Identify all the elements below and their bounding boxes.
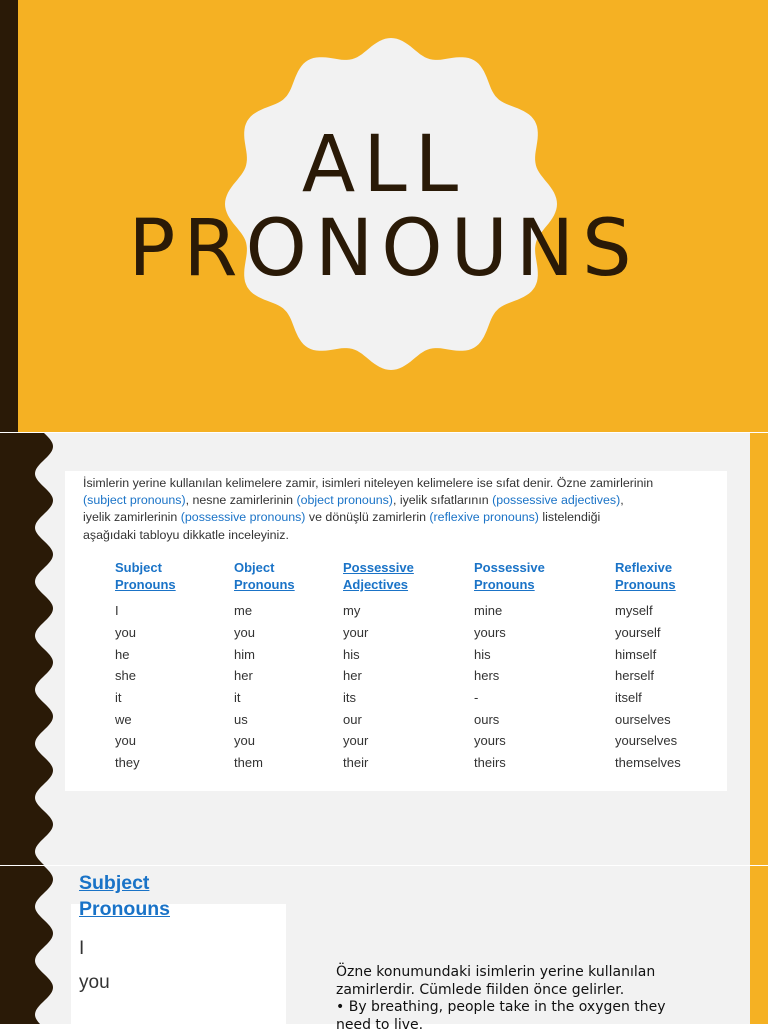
table-cell: it (115, 690, 122, 706)
table-cell: our (343, 711, 362, 727)
description-text (336, 964, 736, 1034)
pronoun-item: I (79, 938, 85, 959)
table-cell: you (234, 733, 255, 749)
table-cell: him (234, 646, 255, 662)
heading-word: Pronouns (79, 898, 170, 920)
pronouns-table (115, 559, 715, 774)
header-word: Reflexive (615, 560, 673, 575)
table-cell: ours (474, 711, 500, 727)
intro-text-5: iyelik zamirlerinin (83, 510, 181, 525)
header-word: Possessive (343, 560, 414, 575)
table-row (115, 643, 715, 665)
table-cell: herself (615, 668, 655, 684)
pronoun-item: you (79, 972, 110, 993)
table-cell: she (115, 668, 136, 684)
header-word: Possessive (474, 560, 545, 575)
table-cell: mine (474, 603, 503, 619)
desc-line: need to live. (336, 1016, 424, 1033)
table-header-row (115, 559, 715, 600)
table-cell: its (343, 690, 356, 706)
intro-text-4: , (620, 493, 624, 508)
header-word: Pronouns (115, 577, 176, 592)
table-row (115, 600, 715, 622)
table-row (115, 665, 715, 687)
header-possessive-pronouns (474, 559, 615, 600)
header-word: Subject (115, 560, 162, 575)
table-cell: they (115, 755, 140, 771)
table-cell: himself (615, 646, 657, 662)
table-cell: themselves (615, 755, 681, 771)
table-cell: you (115, 733, 136, 749)
table-cell: we (115, 711, 132, 727)
desc-line: zamirlerdir. Cümlede fiilden önce gelirler. (336, 981, 625, 998)
intro-term-reflexive: (reflexive pronouns) (429, 510, 539, 525)
intro-text-3: , iyelik sıfatlarının (392, 493, 493, 508)
header-reflexive-pronouns (615, 559, 715, 600)
table-cell: myself (615, 603, 653, 619)
table-cell: them (234, 755, 263, 771)
wavy-border (0, 866, 60, 1024)
intro-text-7: listelendiği (538, 510, 601, 525)
intro-term-subject: (subject pronouns) (83, 493, 186, 508)
intro-term-object: (object pronouns) (296, 493, 393, 508)
table-row (115, 687, 715, 709)
subject-pronouns-heading (79, 870, 170, 922)
table-cell: your (343, 625, 369, 641)
header-object-pronouns (234, 559, 343, 600)
table-cell: - (474, 690, 479, 706)
table-cell: his (474, 646, 491, 662)
heading-word: Subject (79, 872, 150, 894)
intro-term-poss-adj: (possessive adjectives) (492, 493, 621, 508)
subject-pronouns-image (71, 904, 286, 1024)
table-cell: us (234, 711, 248, 727)
table-cell: ourselves (615, 711, 671, 727)
table-cell: I (115, 603, 119, 619)
intro-paragraph (83, 475, 723, 544)
desc-line: Özne konumundaki isimlerin yerine kullanılan (336, 964, 656, 980)
intro-text-1: İsimlerin yerine kullanılan kelimelere zamir, isimleri niteleyen kelimelere ise sıfat denir. Özne zamirlerinin (83, 476, 654, 490)
table-cell: theirs (474, 755, 506, 771)
intro-text-8: aşağıdaki tabloyu dikkatle inceleyiniz. (83, 527, 289, 542)
table-cell: itself (615, 690, 642, 706)
pronouns-table-image (65, 471, 727, 791)
table-cell: you (234, 625, 255, 641)
table-row (115, 622, 715, 644)
subject-pronouns-slide[interactable] (0, 866, 768, 1033)
table-cell: me (234, 603, 253, 619)
pronouns-table-slide[interactable] (0, 433, 768, 865)
table-row (115, 708, 715, 730)
table-row (115, 752, 715, 774)
table-cell: it (234, 690, 241, 706)
header-subject-pronouns (115, 559, 234, 600)
table-cell: yours (474, 733, 506, 749)
header-possessive-adjectives (343, 559, 474, 600)
title-line-2: PRONOUNS (128, 204, 640, 294)
table-cell: your (343, 733, 369, 749)
title-line-1: ALL (301, 120, 467, 210)
table-cell: hers (474, 668, 500, 684)
table-cell: you (115, 625, 136, 641)
intro-term-poss-pron: (possessive pronouns) (180, 510, 306, 525)
intro-text-2: , nesne zamirlerinin (185, 493, 297, 508)
wavy-border (0, 433, 60, 865)
table-cell: her (343, 668, 362, 684)
header-word: Pronouns (474, 577, 535, 592)
table-cell: yourself (615, 625, 661, 641)
header-word: Object (234, 560, 275, 575)
header-word: Adjectives (343, 577, 409, 592)
table-cell: his (343, 646, 360, 662)
table-row (115, 730, 715, 752)
table-cell: yourselves (615, 733, 678, 749)
title-slide[interactable] (0, 0, 768, 432)
header-word: Pronouns (615, 577, 676, 592)
table-cell: their (343, 755, 369, 771)
table-cell: my (343, 603, 361, 619)
intro-text-6: ve dönüşlü zamirlerin (305, 510, 430, 525)
header-word: Pronouns (234, 577, 295, 592)
desc-line: • By breathing, people take in the oxygen they (336, 999, 666, 1015)
table-cell: he (115, 646, 130, 662)
table-cell: her (234, 668, 253, 684)
table-cell: yours (474, 625, 506, 641)
